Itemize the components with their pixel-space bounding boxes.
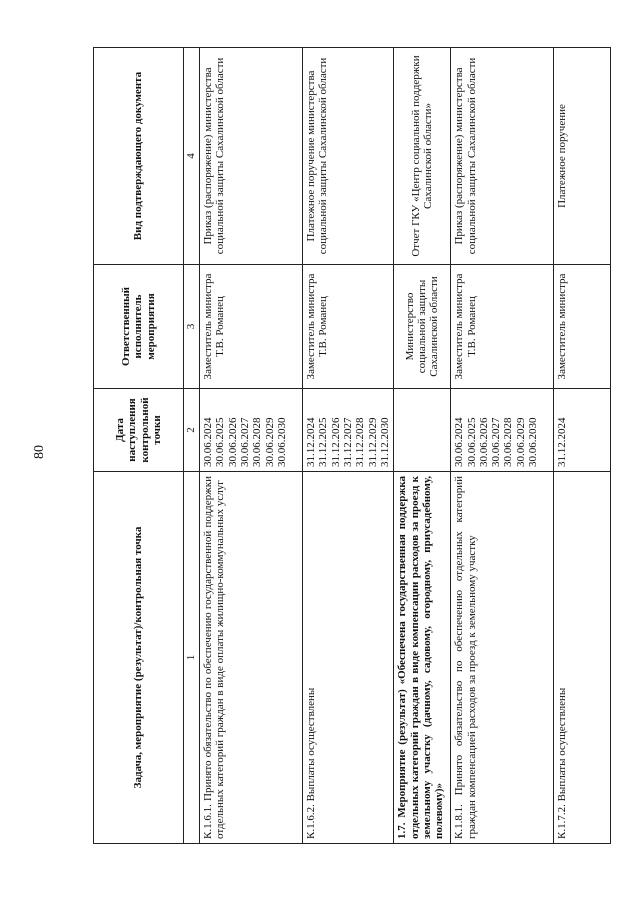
table-row — [303, 48, 394, 844]
table-row — [200, 48, 303, 844]
task-cell: К.1.6.1. Принято обязательство по обеспечению государственной поддержки отдельных категорий граждан в виде оплаты жилищно-коммунальных услуг — [200, 472, 303, 844]
task-cell: 1.7. Мероприятие (результат) «Обеспечена государственная поддержка отдельных категорий граждан в виде компенсации расходов за проезд к земельному участку (дачному, садовому, огородному, приусадебному, полевому)» — [394, 472, 451, 844]
page-number: 80 — [32, 445, 47, 459]
column-number: 1 — [184, 472, 200, 844]
dates-cell: 30.06.2024 30.06.2025 30.06.2026 30.06.2027 30.06.2028 30.06.2029 30.06.2030 — [200, 389, 303, 472]
table-row — [394, 48, 451, 844]
rotated-table-container — [93, 48, 608, 844]
column-number: 3 — [184, 265, 200, 389]
header-document: Вид подтверждающего документа — [94, 48, 184, 265]
table-row — [554, 48, 611, 844]
responsible-cell: Заместитель министра Т.В. Романец — [451, 265, 554, 389]
responsible-cell: Министерство социальной защиты Сахалинской области — [394, 265, 451, 389]
dates-cell: 31.12.2024 31.12.2025 31.12.2026 31.12.2027 31.12.2028 31.12.2029 31.12.2030 — [303, 389, 394, 472]
document-cell: Платежное поручение министерства социальной защиты Сахалинской области — [303, 48, 394, 265]
table-row — [451, 48, 554, 844]
document-cell: Приказ (распоряжение) министерства социальной защиты Сахалинской области — [451, 48, 554, 265]
dates-cell: 30.06.2024 30.06.2025 30.06.2026 30.06.2027 30.06.2028 30.06.2029 30.06.2030 — [451, 389, 554, 472]
column-number: 2 — [184, 389, 200, 472]
document-cell: Платежное поручение — [554, 48, 611, 265]
document-cell: Приказ (распоряжение) министерства социальной защиты Сахалинской области — [200, 48, 303, 265]
task-cell: К.1.8.1. Принято обязательство по обеспечению отдельных категорий граждан компенсацией расходов за проезд к земельному участку — [451, 472, 554, 844]
document-cell: Отчет ГКУ «Центр социальной поддержки Сахалинской области» — [394, 48, 451, 265]
dates-cell: 31.12.2024 — [554, 389, 611, 472]
table-header-row — [94, 48, 184, 844]
task-cell: К.1.6.2. Выплаты осуществлены — [303, 472, 394, 844]
column-number: 4 — [184, 48, 200, 265]
header-responsible: Ответственный исполнитель мероприятия — [94, 265, 184, 389]
dates-cell — [394, 389, 451, 472]
responsible-cell: Заместитель министра — [554, 265, 611, 389]
header-task: Задача, мероприятие (результат)/контрольная точка — [94, 472, 184, 844]
control-points-table — [93, 47, 611, 844]
responsible-cell: Заместитель министра Т.В. Романец — [200, 265, 303, 389]
task-cell: К.1.7.2. Выплаты осуществлены — [554, 472, 611, 844]
header-date: Дата наступления контрольной точки — [94, 389, 184, 472]
column-number-row — [184, 48, 200, 844]
responsible-cell: Заместитель министра Т.В. Романец — [303, 265, 394, 389]
